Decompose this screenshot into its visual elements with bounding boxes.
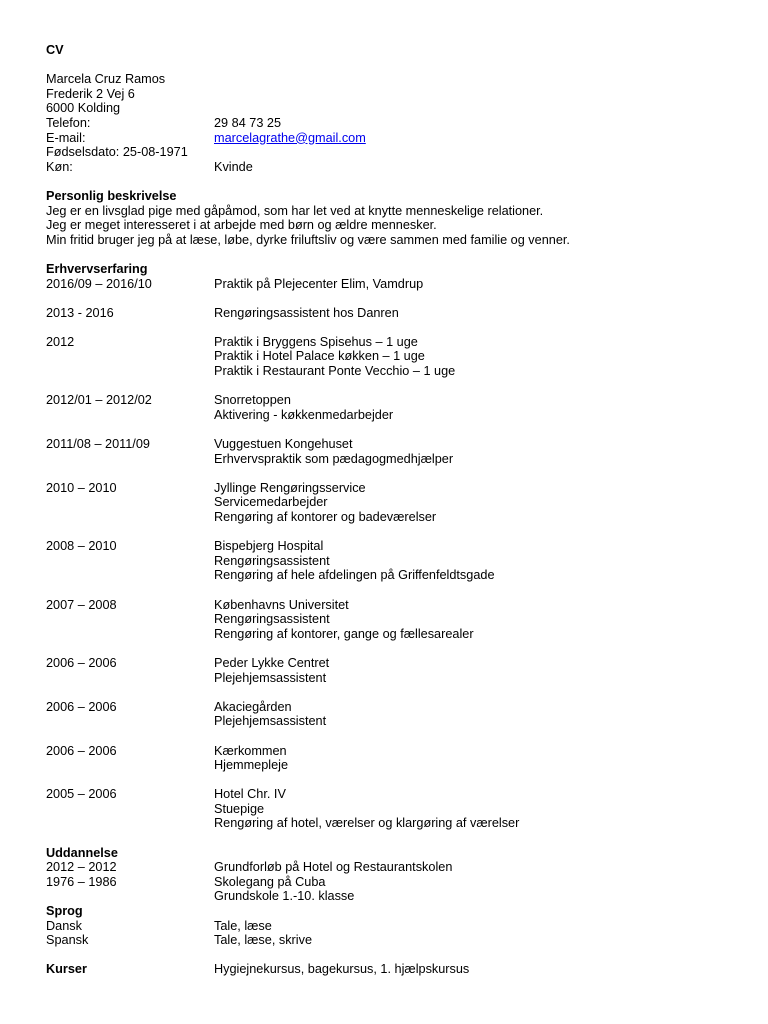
entry-detail: Grundforløb på Hotel og Restaurantskolen — [214, 860, 453, 875]
experience-list — [46, 277, 736, 846]
courses-heading: Kurser — [46, 962, 87, 977]
experience-entry — [46, 700, 736, 729]
experience-section — [46, 262, 736, 846]
language-entry — [46, 919, 736, 934]
entry-detail: Rengøringsassistent hos Danren — [214, 305, 399, 320]
entry-detail: Plejehjemsassistent — [214, 670, 327, 685]
entry-period: 2008 – 2010 — [46, 539, 117, 554]
entry-detail: Jyllinge Rengøringsservice — [214, 480, 366, 495]
experience-entry — [46, 787, 736, 831]
personal-line: Min fritid bruger jeg på at læse, løbe, dyrke friluftsliv og være sammen med familie og venner. — [46, 232, 570, 247]
education-section — [46, 846, 736, 904]
phone-value: 29 84 73 25 — [214, 115, 282, 130]
entry-period: 2010 – 2010 — [46, 480, 117, 495]
personal-line: Jeg er meget interesseret i at arbejde med børn og ældre mennesker. — [46, 218, 437, 233]
experience-entry — [46, 481, 736, 525]
entry-detail: Rengøringsassistent — [214, 612, 330, 627]
experience-entry — [46, 744, 736, 773]
entry-detail: Stuepige — [214, 801, 265, 816]
entry-detail: Snorretoppen — [214, 393, 291, 408]
contact-email-row — [46, 131, 736, 146]
email-label: E-mail: — [46, 130, 86, 145]
entry-detail: Akaciegården — [214, 699, 292, 714]
entry-period: 2006 – 2006 — [46, 655, 117, 670]
experience-entry — [46, 598, 736, 642]
education-entry — [46, 875, 736, 904]
entry-detail: Erhvervspraktik som pædagogmedhjælper — [214, 451, 454, 466]
entry-detail: Praktik i Bryggens Spisehus – 1 uge — [214, 334, 418, 349]
entry-detail: Bispebjerg Hospital — [214, 539, 324, 554]
entry-detail: Skolegang på Cuba — [214, 874, 326, 889]
contact-name: Marcela Cruz Ramos — [46, 72, 166, 87]
experience-entry — [46, 393, 736, 422]
languages-list — [46, 919, 736, 948]
entry-detail: Praktik i Restaurant Ponte Vecchio – 1 uge — [214, 364, 456, 379]
entry-detail: Hotel Chr. IV — [214, 787, 286, 802]
document-title: CV — [46, 43, 64, 57]
entry-period: 2016/09 – 2016/10 — [46, 276, 152, 291]
entry-detail: Aktivering - køkkenmedarbejder — [214, 407, 394, 422]
languages-heading: Sprog — [46, 904, 83, 919]
entry-detail: Tale, læse, skrive — [214, 933, 313, 948]
entry-detail: Hjemmepleje — [214, 758, 289, 773]
entry-period: 2012 – 2012 — [46, 860, 117, 875]
entry-detail: Rengøring af hotel, værelser og klargøring af værelser — [214, 816, 520, 831]
contact-gender-row — [46, 160, 736, 175]
language-entry — [46, 933, 736, 948]
gender-label: Køn: — [46, 159, 73, 174]
education-entry — [46, 860, 736, 875]
experience-entry — [46, 277, 736, 292]
experience-entry — [46, 306, 736, 321]
entry-detail: Peder Lykke Centret — [214, 655, 330, 670]
contact-block — [46, 72, 736, 174]
contact-phone-row — [46, 116, 736, 131]
cv-document — [46, 43, 736, 977]
entry-period: 2012 — [46, 334, 75, 349]
entry-detail: Praktik i Hotel Palace køkken – 1 uge — [214, 349, 425, 364]
entry-period: 2007 – 2008 — [46, 597, 117, 612]
entry-period: 2005 – 2006 — [46, 787, 117, 802]
entry-detail: Servicemedarbejder — [214, 495, 328, 510]
experience-entry — [46, 437, 736, 466]
personal-line: Jeg er en livsglad pige med gåpåmod, som har let ved at knytte menneskelige relationer. — [46, 203, 544, 218]
entry-period: 2011/08 – 2011/09 — [46, 437, 150, 452]
entry-period: Dansk — [46, 918, 82, 933]
entry-period: 2006 – 2006 — [46, 743, 117, 758]
entry-detail: Rengøringsassistent — [214, 553, 330, 568]
entry-period: 2006 – 2006 — [46, 699, 117, 714]
courses-section — [46, 962, 736, 977]
entry-detail: Vuggestuen Kongehuset — [214, 437, 353, 452]
contact-street: Frederik 2 Vej 6 — [46, 86, 135, 101]
experience-entry — [46, 656, 736, 685]
phone-label: Telefon: — [46, 115, 91, 130]
entry-period: 1976 – 1986 — [46, 874, 117, 889]
courses-value: Hygiejnekursus, bagekursus, 1. hjælpskursus — [214, 962, 470, 977]
education-heading: Uddannelse — [46, 845, 118, 860]
personal-section — [46, 189, 736, 247]
birth-date: Fødselsdato: 25-08-1971 — [46, 145, 188, 160]
entry-detail: Grundskole 1.-10. klasse — [214, 889, 355, 904]
entry-detail: Kærkommen — [214, 743, 287, 758]
experience-entry — [46, 335, 736, 379]
gender-value: Kvinde — [214, 159, 253, 174]
entry-detail: Rengøring af kontorer og badeværelser — [214, 510, 437, 524]
experience-entry — [46, 539, 736, 583]
experience-heading: Erhvervserfaring — [46, 261, 148, 276]
entry-detail: Praktik på Plejecenter Elim, Vamdrup — [214, 276, 424, 291]
languages-section — [46, 904, 736, 948]
entry-period: 2013 - 2016 — [46, 305, 114, 320]
entry-period: Spansk — [46, 933, 89, 948]
personal-heading: Personlig beskrivelse — [46, 188, 177, 203]
email-link[interactable]: marcelagrathe@gmail.com — [214, 130, 366, 145]
entry-detail: Rengøring af hele afdelingen på Griffenfeldtsgade — [214, 568, 495, 583]
education-list — [46, 860, 736, 904]
entry-detail: Plejehjemsassistent — [214, 714, 327, 729]
entry-detail: Rengøring af kontorer, gange og fællesarealer — [214, 626, 474, 641]
entry-period: 2012/01 – 2012/02 — [46, 393, 152, 408]
entry-detail: Københavns Universitet — [214, 597, 349, 612]
contact-city: 6000 Kolding — [46, 101, 121, 116]
entry-detail: Tale, læse — [214, 918, 272, 933]
